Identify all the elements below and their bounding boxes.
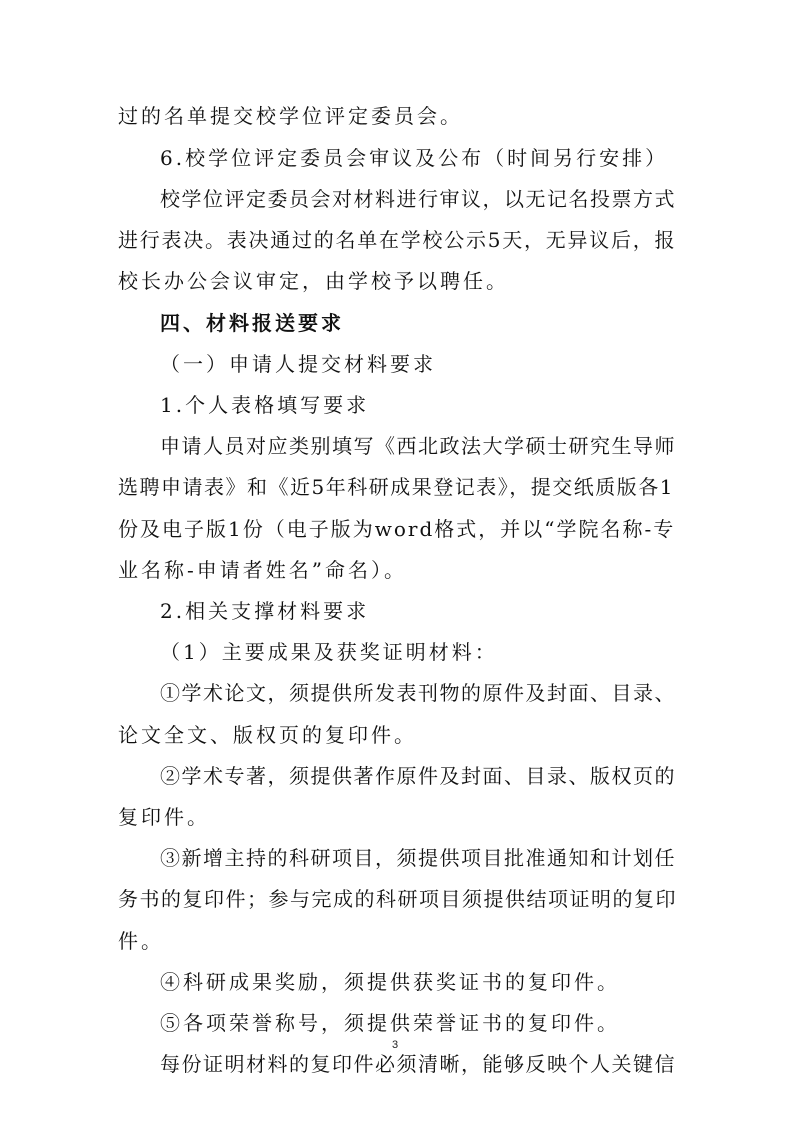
text-line-13: 2.相关支撑材料要求 <box>160 599 370 623</box>
text-line-14: （1）主要成果及获奖证明材料： <box>160 640 498 664</box>
text-line-17: ②学术专著，须提供著作原件及封面、目录、版权页的 <box>160 764 676 788</box>
text-line-11: 份及电子版1份（电子版为word格式，并以“学院名称-专 <box>118 517 676 541</box>
text-line-15: ①学术论文，须提供所发表刊物的原件及封面、目录、 <box>160 681 676 705</box>
text-line-10: 选聘申请表》和《近5年科研成果登记表》，提交纸质版各1 <box>118 475 674 499</box>
text-line-18: 复印件。 <box>118 805 210 829</box>
text-line-3: 校学位评定委员会对材料进行审议，以无记名投票方式 <box>160 187 676 211</box>
text-line-12: 业名称-申请者姓名”命名）。 <box>118 558 407 582</box>
text-line-7: （一）申请人提交材料要求 <box>160 352 436 376</box>
text-line-23: ⑤各项荣誉称号，须提供荣誉证书的复印件。 <box>160 1011 620 1035</box>
section-heading: 四、材料报送要求 <box>160 311 344 335</box>
text-line-5: 校长办公会议审定，由学校予以聘任。 <box>118 269 509 293</box>
text-line-20: 务书的复印件；参与完成的科研项目须提供结项证明的复印 <box>118 887 677 911</box>
text-line-4: 进行表决。表决通过的名单在学校公示5天，无异议后，报 <box>118 228 677 252</box>
page-number: 3 <box>392 1039 399 1051</box>
text-line-9: 申请人员对应类别填写《西北政法大学硕士研究生导师 <box>160 434 676 458</box>
text-line-16: 论文全文、版权页的复印件。 <box>118 723 417 747</box>
text-line-8: 1.个人表格填写要求 <box>160 393 370 417</box>
text-line-22: ④科研成果奖励，须提供获奖证书的复印件。 <box>160 970 620 994</box>
text-line-1: 过的名单提交校学位评定委员会。 <box>118 104 463 128</box>
text-line-21: 件。 <box>118 929 164 953</box>
text-line-2: 6.校学位评定委员会审议及公布（时间另行安排） <box>160 146 669 170</box>
text-line-24: 每份证明材料的复印件必须清晰，能够反映个人关键信 <box>160 1052 676 1076</box>
text-line-19: ③新增主持的科研项目，须提供项目批准通知和计划任 <box>160 846 676 870</box>
